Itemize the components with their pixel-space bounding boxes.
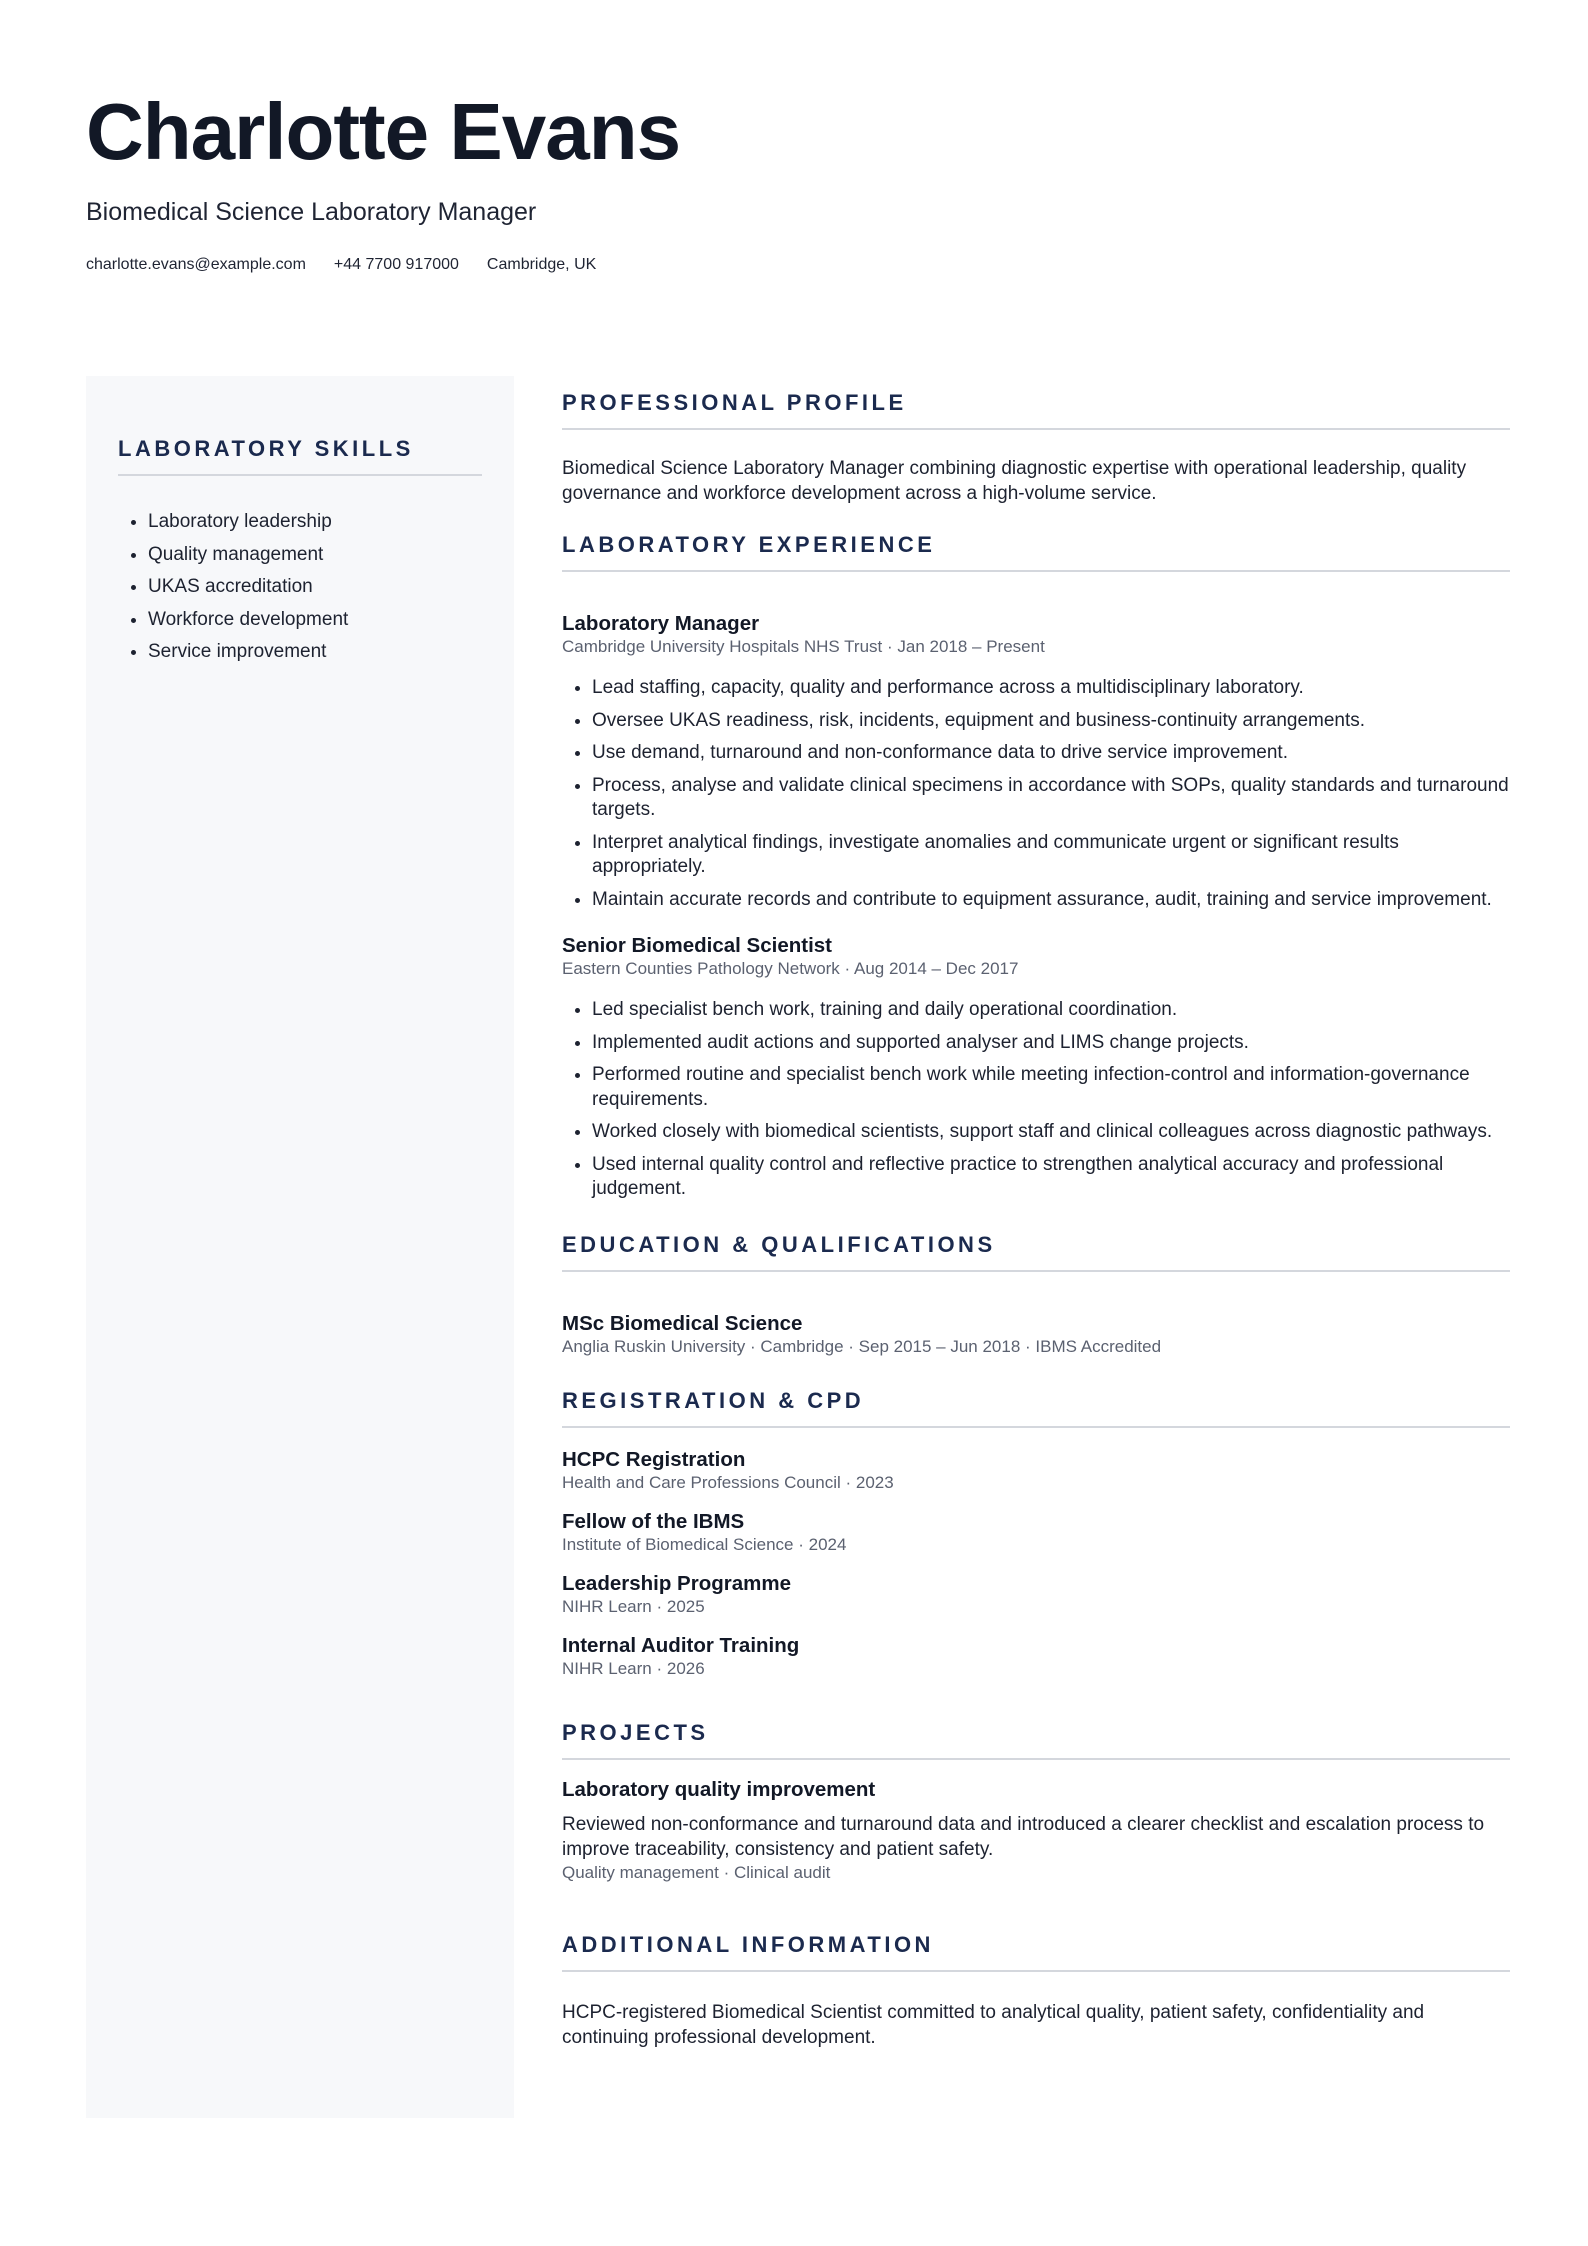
- job-meta: Cambridge University Hospitals NHS Trust · Jan 2018 – Present: [562, 637, 1045, 656]
- project-tags: Quality management · Clinical audit: [562, 1862, 831, 1882]
- registration-entry: [562, 1572, 1510, 1618]
- job-bullet: • Implemented audit actions and supported analyser and LIMS change projects.: [592, 1031, 1510, 1056]
- registration-entry: [562, 1448, 1510, 1494]
- job-bullet: • Maintain accurate records and contribute to equipment assurance, audit, training and service improvement.: [592, 888, 1510, 913]
- job-bullet: • Performed routine and specialist bench work while meeting infection-control and information-governance requirements.: [592, 1063, 1510, 1112]
- education-heading: EDUCATION & QUALIFICATIONS: [562, 1232, 1510, 1272]
- skill-item: • Quality management: [148, 539, 348, 572]
- degree-title: MSc Biomedical Science: [562, 1311, 803, 1335]
- job-bullet: • Process, analyse and validate clinical specimens in accordance with SOPs, quality standards and turnaround targets.: [592, 774, 1510, 823]
- registration-meta: NIHR Learn · 2026: [562, 1658, 705, 1678]
- skill-item: • Service improvement: [148, 636, 348, 669]
- contact-email: charlotte.evans@example.com: [86, 256, 306, 273]
- degree-meta: Anglia Ruskin University · Cambridge · Sep 2015 – Jun 2018 · IBMS Accredited: [562, 1336, 1162, 1356]
- registration-section: [562, 1388, 1510, 1680]
- project-entry: [562, 1778, 1510, 1884]
- experience-section: [562, 532, 1510, 1202]
- job-bullet: • Worked closely with biomedical scientists, support staff and clinical colleagues across diagnostic pathways.: [592, 1120, 1510, 1145]
- profile-text: Biomedical Science Laboratory Manager combining diagnostic expertise with operational leadership, quality governance and workforce development across a high-volume service.: [562, 458, 1467, 504]
- skill-item: • Workforce development: [148, 604, 348, 637]
- registration-meta: Health and Care Professions Council · 2023: [562, 1472, 894, 1492]
- contact-row: [86, 256, 596, 274]
- job-meta: Eastern Counties Pathology Network · Aug 2014 – Dec 2017: [562, 959, 1019, 978]
- registration-heading: REGISTRATION & CPD: [562, 1388, 1510, 1428]
- registration-meta: NIHR Learn · 2025: [562, 1596, 705, 1616]
- job-bullets: [562, 676, 1510, 912]
- job-bullet: • Interpret analytical findings, investigate anomalies and communicate urgent or significant results appropriately.: [592, 831, 1510, 880]
- job-bullet: • Use demand, turnaround and non-conformance data to drive service improvement.: [592, 741, 1510, 766]
- profile-section: [562, 390, 1510, 506]
- skills-heading: LABORATORY SKILLS: [118, 436, 482, 476]
- skills-sidebar: [86, 376, 514, 2118]
- job-bullet: • Led specialist bench work, training and daily operational coordination.: [592, 998, 1510, 1023]
- education-section: [562, 1232, 1510, 1358]
- projects-heading: PROJECTS: [562, 1720, 1510, 1760]
- additional-text: HCPC-registered Biomedical Scientist committed to analytical quality, patient safety, confidentiality and continuing professional development.: [562, 2001, 1425, 2048]
- job-bullet: • Used internal quality control and reflective practice to strengthen analytical accuracy and professional judgement.: [592, 1153, 1510, 1202]
- projects-section: [562, 1720, 1510, 1884]
- job-entry: [562, 934, 1510, 1202]
- registration-title: HCPC Registration: [562, 1447, 746, 1471]
- candidate-name: Charlotte Evans: [86, 87, 681, 176]
- profile-heading: PROFESSIONAL PROFILE: [562, 390, 1510, 430]
- contact-location: Cambridge, UK: [486, 256, 597, 273]
- registration-meta: Institute of Biomedical Science · 2024: [562, 1534, 847, 1554]
- job-entry: [562, 612, 1510, 912]
- registration-title: Internal Auditor Training: [562, 1633, 800, 1657]
- skill-item: • UKAS accreditation: [148, 571, 348, 604]
- project-description: Reviewed non-conformance and turnaround data and introduced a clearer checklist and escalation process to improve traceability, consistency and patient safety.: [562, 1813, 1485, 1860]
- additional-section: [562, 1932, 1510, 2050]
- job-title: Laboratory Manager: [562, 612, 760, 635]
- education-entry: [562, 1312, 1510, 1358]
- skill-item: • Laboratory leadership: [148, 506, 348, 539]
- candidate-title: Biomedical Science Laboratory Manager: [86, 198, 537, 226]
- contact-phone: +44 7700 917000: [333, 256, 459, 273]
- registration-entry: [562, 1634, 1510, 1680]
- registration-title: Leadership Programme: [562, 1571, 791, 1595]
- main-column: [562, 390, 1510, 2050]
- skills-list: [118, 506, 348, 669]
- job-bullet: • Oversee UKAS readiness, risk, incidents, equipment and business-continuity arrangements.: [592, 709, 1510, 734]
- experience-heading: LABORATORY EXPERIENCE: [562, 532, 1510, 572]
- job-bullet: • Lead staffing, capacity, quality and performance across a multidisciplinary laboratory.: [592, 676, 1510, 701]
- registration-title: Fellow of the IBMS: [562, 1509, 745, 1533]
- job-bullets: [562, 998, 1510, 1202]
- job-title: Senior Biomedical Scientist: [562, 934, 832, 957]
- additional-heading: ADDITIONAL INFORMATION: [562, 1932, 1510, 1972]
- registration-entry: [562, 1510, 1510, 1556]
- project-title: Laboratory quality improvement: [562, 1777, 876, 1801]
